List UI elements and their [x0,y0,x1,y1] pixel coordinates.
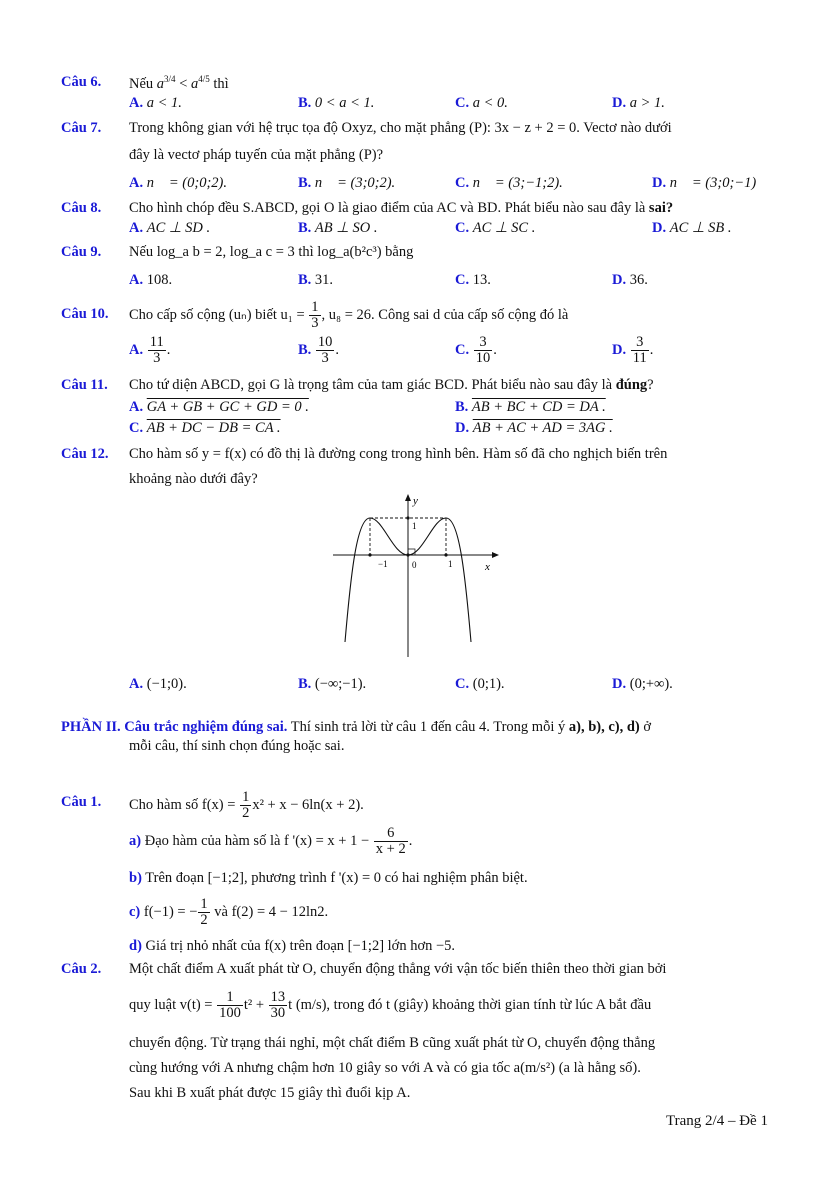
part2-heading: PHẦN II. Câu trắc nghiệm đúng sai. Thí sinh trả lời từ câu 1 đến câu 4. Trong mỗi ý a), b), c), d) ở [61,719,652,735]
option-d[interactable]: D. AB + AC + AD = 3AG . [455,420,613,436]
question-label: Câu 11. [61,377,108,393]
option-a[interactable]: A. GA + GB + GC + GD = 0 . [129,399,309,415]
x-tick-label: 1 [448,559,453,569]
question-label: Câu 7. [61,120,102,136]
x-tick-label: 0 [412,560,417,570]
option-c[interactable]: C. n⃗ = (3;−1;2). [455,175,563,191]
question-stem-line3: chuyển động. Từ trạng thái nghỉ, một chất điểm B cũng xuất phát từ O, chuyển động thẳng [129,1035,656,1051]
option-c[interactable]: C. a < 0. [455,95,508,111]
question-stem-line4: cùng hướng với A nhưng chậm hơn 10 giây so với A và có gia tốc a(m/s²) (a là hằng số). [129,1060,641,1076]
question-stem-line5: Sau khi B xuất phát được 15 giây thì đuổi kịp A. [129,1085,411,1101]
y-axis-label: y [413,495,418,507]
part2-instructions: mỗi câu, thí sinh chọn đúng hoặc sai. [129,738,345,754]
question-label: Câu 1. [61,794,102,810]
question-stem: Một chất điểm A xuất phát từ O, chuyển động thẳng với vận tốc biến thiên theo thời gian bởi [129,961,667,977]
question-label: Câu 8. [61,200,102,216]
x-tick-label: −1 [378,559,388,569]
function-graph [333,492,503,657]
option-a[interactable]: A. $\frac{11}{3}$ . [129,334,171,367]
question-stem: Cho hàm số f(x) = $\frac{1}{2}$ x² + x − 6ln(x + 2). [129,789,364,822]
option-a[interactable]: A. 108. [129,272,173,288]
option-c[interactable]: C. (0;1). [455,676,505,692]
statement-a[interactable]: a) Đạo hàm của hàm số là f '(x) = x + 1 − $\frac{6}{x + 2}$ . [129,825,413,858]
point [406,516,409,519]
question-stem: Nếu log_a b = 2, log_a c = 3 thì log_a(b²c³) bằng [129,244,414,260]
option-a[interactable]: A. (−1;0). [129,676,187,692]
question-stem-line2: đây là vectơ pháp tuyến của mặt phẳng (P)? [129,147,384,163]
option-a[interactable]: A. AC ⊥ SD . [129,220,211,236]
option-c[interactable]: C. AB + DC − DB = CA . [129,420,281,436]
option-c[interactable]: C. $\frac{3}{10}$ . [455,334,497,367]
point [444,553,447,556]
question-stem: Trong không gian với hệ trục tọa độ Oxyz, cho mặt phẳng (P): 3x − z + 2 = 0. Vectơ nào dưới [129,120,672,136]
y-tick-label: 1 [412,521,417,531]
page-footer: Trang 2/4 – Đề 1 [666,1113,768,1129]
option-d[interactable]: D. $\frac{3}{11}$ . [612,334,654,367]
question-stem-line2: khoảng nào dưới đây? [129,471,258,487]
option-b[interactable]: B. 31. [298,272,334,288]
question-stem: Cho cấp số cộng (uₙ) biết u₁ = $\frac{1}{3}$ , u₈ = 26. Công sai d của cấp số cộng đó là [129,299,569,332]
option-b[interactable]: B. $\frac{10}{3}$ . [298,334,340,367]
point [368,553,371,556]
question-label: Câu 6. [61,74,102,90]
question-stem: Cho tứ diện ABCD, gọi G là trọng tâm của tam giác BCD. Phát biểu nào sau đây là đúng? [129,377,654,393]
fraction: $\frac{1}{3}$ [311,299,319,332]
option-d[interactable]: D. AC ⊥ SB . [652,220,732,236]
question-stem: Cho hình chóp đều S.ABCD, gọi O là giao điểm của AC và BD. Phát biểu nào sau đây là sai? [129,200,674,216]
question-stem: Cho hàm số y = f(x) có đồ thị là đường cong trong hình bên. Hàm số đã cho nghịch biến trên [129,446,668,462]
option-a[interactable]: A. a < 1. [129,95,182,111]
option-b[interactable]: B. (−∞;−1). [298,676,367,692]
question-label: Câu 10. [61,306,109,322]
option-b[interactable]: B. n⃗ = (3;0;2). [298,175,396,191]
option-c[interactable]: C. 13. [455,272,491,288]
option-d[interactable]: D. (0;+∞). [612,676,673,692]
point [406,553,409,556]
question-label: Câu 2. [61,961,102,977]
option-d[interactable]: D. a > 1. [612,95,665,111]
question-label: Câu 12. [61,446,109,462]
option-a[interactable]: A. n⃗ = (0;0;2). [129,175,227,191]
statement-b[interactable]: b) Trên đoạn [−1;2], phương trình f '(x) = 0 có hai nghiệm phân biệt. [129,870,528,886]
statement-c[interactable]: c) f(−1) = − $\frac{1}{2}$ và f(2) = 4 − 12ln2. [129,896,329,929]
option-c[interactable]: C. AC ⊥ SC . [455,220,536,236]
question-stem: Nếu $a^{3/4} < a^{4/5}$ thì [129,74,229,92]
statement-d[interactable]: d) Giá trị nhỏ nhất của f(x) trên đoạn [−1;2] lớn hơn −5. [129,938,456,954]
option-b[interactable]: B. AB ⊥ SO . [298,220,378,236]
option-d[interactable]: D. 36. [612,272,648,288]
x-axis-label: x [485,561,490,573]
question-label: Câu 9. [61,244,102,260]
question-stem-line2: quy luật v(t) = $\frac{1}{100}$ t² + $\frac{13}{30}$ t (m/s), trong đó t (giây) khoảng thời gian tính từ lúc A bắt đầu [129,989,652,1022]
option-b[interactable]: B. 0 < a < 1. [298,95,375,111]
option-b[interactable]: B. AB + BC + CD = DA . [455,399,606,415]
option-d[interactable]: D. n⃗ = (3;0;−1) [652,175,757,191]
